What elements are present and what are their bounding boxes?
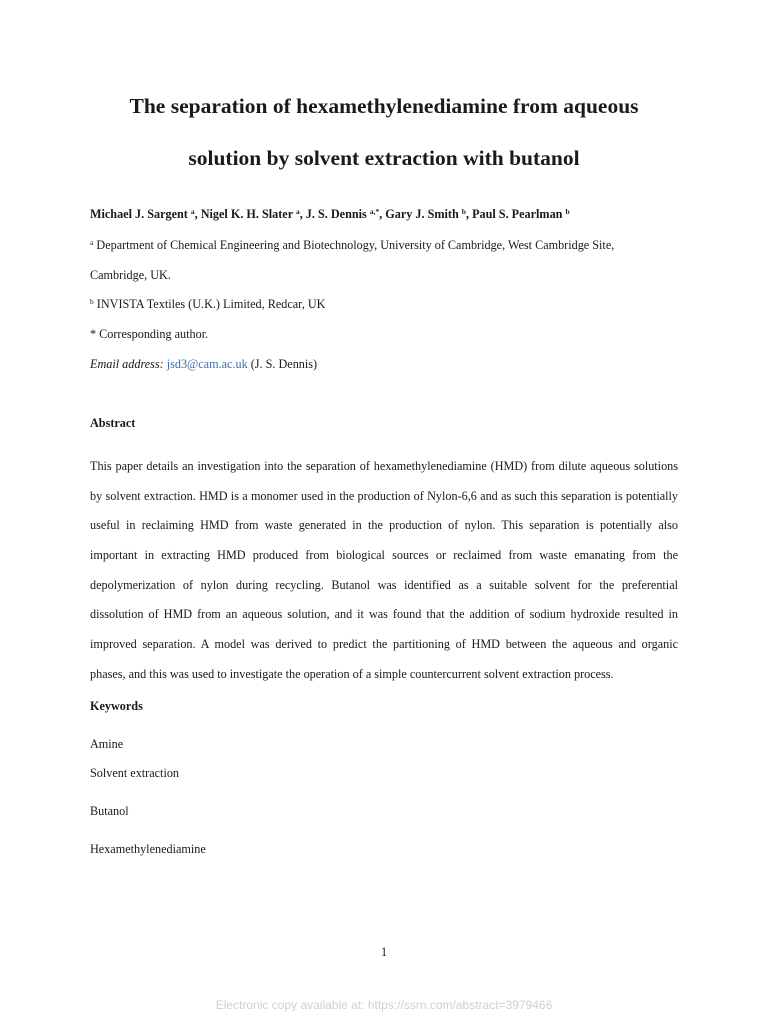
page-number: 1 bbox=[380, 945, 388, 959]
abstract-heading: Abstract bbox=[90, 416, 136, 430]
author-name: Michael J. Sargent bbox=[90, 207, 188, 221]
author-affiliation: b bbox=[565, 207, 570, 216]
author-name: Gary J. Smith bbox=[385, 207, 459, 221]
abstract-line: improved separation. A model was derived to predict the partitioning of HMD between the aqueous and organic bbox=[90, 637, 678, 652]
affiliation-a bbox=[90, 238, 614, 253]
abstract-line: important in extracting HMD produced from biological sources or reclaimed from waste emanating from the bbox=[90, 548, 678, 563]
title-line-2: solution by solvent extraction with butanol bbox=[188, 146, 580, 170]
keyword-item: Butanol bbox=[90, 804, 129, 818]
abstract-line: dissolution of HMD from an aqueous solution, and it was found that the addition of sodium hydroxide resulted in bbox=[90, 607, 678, 622]
abstract-body bbox=[90, 452, 678, 690]
author-affiliation: b bbox=[461, 207, 466, 216]
corresponding-author-note: * Corresponding author. bbox=[90, 327, 209, 341]
keywords-heading: Keywords bbox=[90, 699, 143, 713]
email-line bbox=[90, 357, 317, 372]
email-link[interactable]: jsd3@cam.ac.uk bbox=[166, 357, 248, 371]
affiliation-marker: a bbox=[90, 238, 94, 247]
affiliation-b bbox=[90, 297, 325, 312]
email-label: Email address: bbox=[90, 357, 164, 371]
author-list: Michael J. Sargent $^a$, Nigel K. H. Slater $^a$, J. S. Dennis $^{a,*}$, Gary J. Smith $^b$, Paul S. Pearlman $^b$ bbox=[90, 207, 570, 221]
affiliation-text: Department of Chemical Engineering and Biotechnology, University of Cambridge, West Cambridge Site, bbox=[96, 238, 615, 252]
keyword-item: Hexamethylenediamine bbox=[90, 842, 206, 856]
affiliation-text: INVISTA Textiles (U.K.) Limited, Redcar, UK bbox=[96, 297, 326, 311]
title-line-1: The separation of hexamethylenediamine from aqueous bbox=[129, 94, 639, 118]
abstract-line: This paper details an investigation into the separation of hexamethylenediamine (HMD) from dilute aqueous solutions bbox=[90, 459, 678, 473]
author-affiliation: a bbox=[190, 207, 195, 216]
abstract-line: useful in reclaiming HMD from waste generated in the production of nylon. This separation is potentially also bbox=[90, 518, 678, 533]
affiliation-marker: b bbox=[90, 297, 94, 306]
keyword-item: Amine bbox=[90, 737, 124, 751]
author-name: Paul S. Pearlman bbox=[472, 207, 563, 221]
author-name: J. S. Dennis bbox=[305, 207, 367, 221]
keyword-item: Solvent extraction bbox=[90, 766, 180, 780]
email-suffix: (J. S. Dennis) bbox=[250, 357, 318, 371]
ssrn-footer: Electronic copy available at: https://ssrn.com/abstract=3979466 bbox=[215, 998, 553, 1012]
author-name: Nigel K. H. Slater bbox=[200, 207, 293, 221]
affiliation-a-continued: Cambridge, UK. bbox=[90, 268, 171, 282]
abstract-line: depolymerization of nylon during recycling. Butanol was identified as a suitable solvent for the preferential bbox=[90, 577, 678, 592]
abstract-line: by solvent extraction. HMD is a monomer used in the production of Nylon-6,6 and as such this separation is potentially bbox=[90, 488, 678, 503]
author-affiliation: a,* bbox=[369, 207, 380, 216]
abstract-line: phases, and this was used to investigate the operation of a simple countercurrent solvent extraction process. bbox=[90, 666, 614, 681]
author-affiliation: a bbox=[295, 207, 300, 216]
